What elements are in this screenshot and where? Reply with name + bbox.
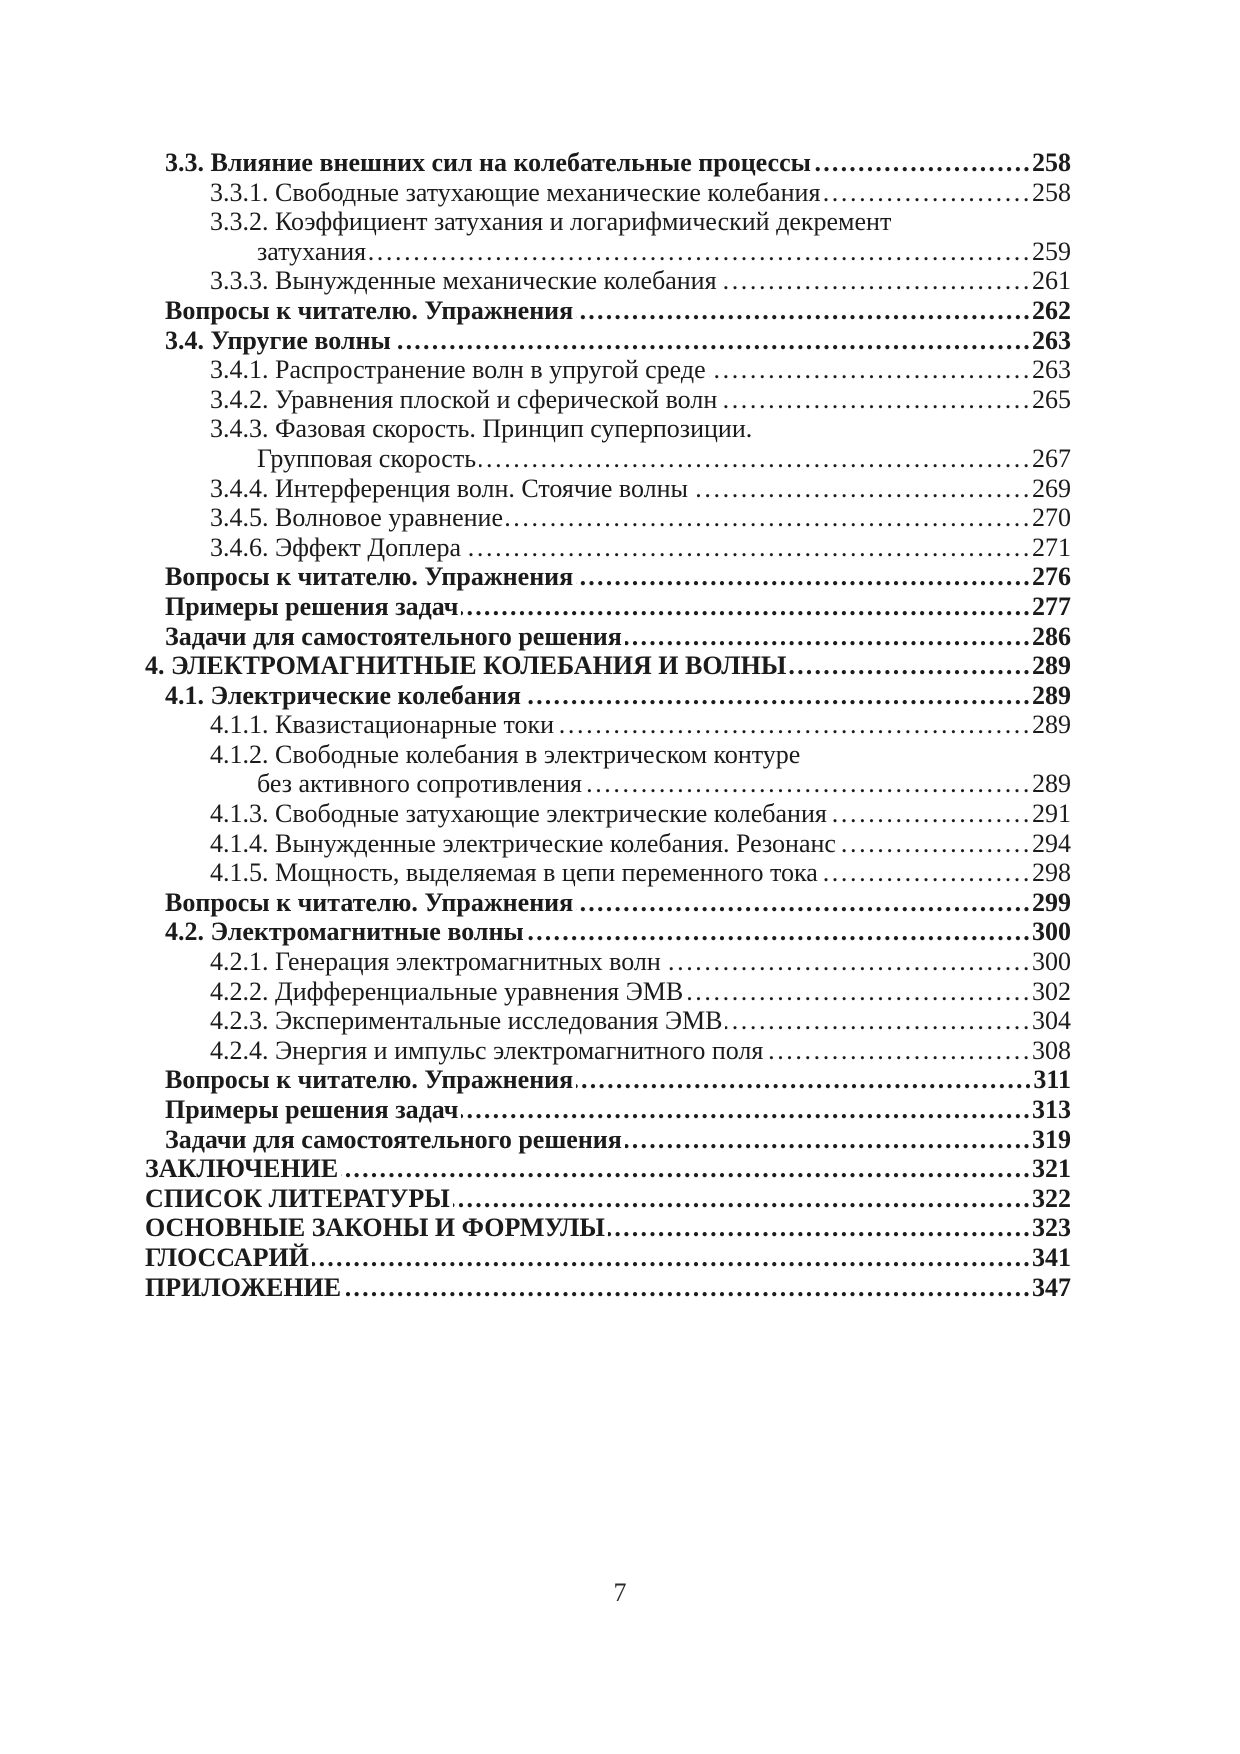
toc-entry-title: 4. ЭЛЕКТРОМАГНИТНЫЕ КОЛЕБАНИЯ И ВОЛНЫ: [145, 651, 787, 681]
toc-entry: [145, 1154, 1071, 1184]
toc-entry-title: 3.3.2. Коэффициент затухания и логарифмический декремент: [210, 207, 892, 237]
dot-leader: [453, 1184, 1032, 1214]
toc-entry: [145, 503, 1071, 533]
toc-entry-title: 3.4.4. Интерференция волн. Стоячие волны: [210, 473, 688, 503]
toc-entry: [145, 710, 1071, 740]
dot-leader: [312, 1243, 1032, 1273]
dot-leader: [686, 977, 1032, 1007]
toc-entry-page-number: 300: [1032, 917, 1071, 947]
toc-entry-title: Вопросы к читателю. Упражнения: [165, 295, 574, 325]
toc-entry-title: 4.2.2. Дифференциальные уравнения ЭМВ: [210, 976, 684, 1006]
dot-leader: [524, 681, 1032, 711]
dot-leader: [625, 1125, 1032, 1155]
toc-entry-title: 3.3. Влияние внешних сил на колебательные процессы: [165, 148, 811, 177]
toc-entry-page-number: 289: [1032, 769, 1071, 799]
toc-entry-page-number: 267: [1032, 443, 1071, 473]
dot-leader: [341, 1154, 1032, 1184]
toc-entry-page-number: 313: [1032, 1095, 1071, 1124]
toc-entry-page-number: 321: [1032, 1154, 1071, 1184]
toc-entry: [145, 1125, 1071, 1155]
dot-leader: [461, 1095, 1032, 1125]
toc-entry-title: Задачи для самостоятельного решения: [165, 1124, 622, 1154]
toc-entry-title: 3.4.3. Фазовая скорость. Принцип суперпозиции.: [210, 414, 753, 444]
dot-leader: [394, 326, 1032, 356]
toc-entry-page-number: 262: [1032, 295, 1071, 325]
toc-entry-title: Примеры решения задач: [165, 591, 459, 621]
toc-entry: [145, 237, 1071, 267]
dot-leader: [789, 651, 1032, 681]
table-of-contents: [145, 148, 1071, 1302]
dot-leader: [823, 178, 1032, 208]
toc-entry-title: Вопросы к читателю. Упражнения: [165, 887, 574, 917]
toc-entry: [145, 1036, 1071, 1066]
dot-leader: [576, 1065, 1033, 1095]
toc-entry-page-number: 263: [1032, 325, 1071, 355]
toc-entry-title: ЗАКЛЮЧЕНИЕ: [145, 1154, 339, 1184]
dot-leader: [709, 355, 1032, 385]
toc-entry-title: Задачи для самостоятельного решения: [165, 621, 622, 651]
toc-entry: [145, 414, 1071, 444]
toc-entry-page-number: 289: [1032, 651, 1071, 681]
dot-leader: [464, 533, 1032, 563]
toc-entry: [145, 444, 1071, 474]
dot-leader: [344, 1273, 1032, 1303]
toc-entry-title: 4.1.4. Вынужденные электрические колебания. Резонанс: [210, 828, 836, 858]
toc-entry-page-number: 322: [1032, 1183, 1071, 1213]
toc-entry: [145, 829, 1071, 859]
toc-entry: [145, 1243, 1071, 1273]
dot-leader: [830, 799, 1032, 829]
toc-entry-page-number: 277: [1032, 591, 1071, 621]
toc-entry-title: 4.1.2. Свободные колебания в электрическом контуре: [210, 739, 801, 769]
dot-leader: [625, 622, 1032, 652]
toc-entry-title: 4.2.4. Энергия и импульс электромагнитного поля: [210, 1035, 764, 1065]
toc-entry: [145, 799, 1071, 829]
toc-entry: [145, 592, 1071, 622]
toc-entry-title: 3.4.5. Волновое уравнение: [210, 503, 503, 533]
toc-entry-title: 4.2.1. Генерация электромагнитных волн: [210, 947, 661, 977]
toc-entry-page-number: 294: [1032, 828, 1071, 858]
footer-page-number: 7: [613, 1578, 627, 1607]
dot-leader: [821, 858, 1032, 888]
toc-entry-page-number: 258: [1032, 148, 1071, 177]
toc-entry: [145, 1006, 1071, 1036]
toc-entry-title: 4.2. Электромагнитные волны: [165, 917, 524, 947]
toc-entry: [145, 858, 1071, 888]
toc-entry: [145, 622, 1071, 652]
toc-entry-title: ГЛОССАРИЙ: [145, 1242, 309, 1272]
toc-entry: [145, 651, 1071, 681]
dot-leader: [506, 503, 1032, 533]
toc-entry-title: 4.1.1. Квазистационарные токи: [210, 710, 555, 740]
toc-entry-page-number: 323: [1032, 1213, 1071, 1243]
toc-entry-title: 3.4.2. Уравнения плоской и сферической волн: [210, 384, 718, 414]
toc-entry-page-number: 289: [1032, 710, 1071, 740]
toc-entry: [145, 385, 1071, 415]
dot-leader: [585, 769, 1032, 799]
toc-entry-title: 3.3.3. Вынужденные механические колебания: [210, 266, 717, 296]
toc-entry-page-number: 265: [1032, 384, 1071, 414]
toc-entry-page-number: 302: [1032, 976, 1071, 1006]
toc-entry: [145, 266, 1071, 296]
toc-entry-page-number: 298: [1032, 858, 1071, 888]
toc-entry: [145, 1213, 1071, 1243]
dot-leader: [461, 592, 1032, 622]
toc-entry-title: СПИСОК ЛИТЕРАТУРЫ: [145, 1183, 450, 1213]
toc-entry: [145, 1095, 1071, 1125]
toc-entry: [145, 947, 1071, 977]
dot-leader: [725, 1006, 1032, 1036]
dot-leader: [369, 237, 1032, 267]
toc-entry: [145, 888, 1071, 918]
dot-leader: [814, 148, 1032, 178]
toc-entry-title: ОСНОВНЫЕ ЗАКОНЫ И ФОРМУЛЫ: [145, 1213, 605, 1243]
toc-entry-title: 4.1.3. Свободные затухающие электрические колебания: [210, 799, 827, 829]
toc-entry-page-number: 276: [1032, 562, 1071, 592]
dot-leader: [479, 444, 1032, 474]
toc-entry: [145, 533, 1071, 563]
toc-entry-title: Вопросы к читателю. Упражнения: [165, 1065, 574, 1095]
toc-entry-title: 4.1. Электрические колебания: [165, 680, 521, 710]
toc-entry-page-number: 269: [1032, 473, 1071, 503]
toc-entry: [145, 681, 1071, 711]
toc-entry: [145, 740, 1071, 770]
toc-entry-page-number: 258: [1032, 177, 1071, 207]
toc-entry-page-number: 286: [1032, 621, 1071, 651]
toc-entry-title: Вопросы к читателю. Упражнения: [165, 562, 574, 592]
toc-entry-page-number: 261: [1032, 266, 1071, 296]
toc-entry: [145, 1273, 1071, 1303]
dot-leader: [720, 266, 1032, 296]
toc-entry-title: Примеры решения задач: [165, 1095, 459, 1124]
dot-leader: [557, 710, 1032, 740]
dot-leader: [608, 1213, 1032, 1243]
toc-entry: [145, 769, 1071, 799]
toc-entry-title: Групповая скорость: [257, 443, 477, 473]
toc-entry-page-number: 341: [1032, 1242, 1071, 1272]
toc-entry: [145, 977, 1071, 1007]
toc-entry-title: 4.2.3. Экспериментальные исследования ЭМВ: [210, 1006, 723, 1036]
toc-entry: [145, 148, 1071, 178]
toc-entry-page-number: 299: [1032, 887, 1071, 917]
dot-leader: [527, 917, 1032, 947]
toc-entry-page-number: 304: [1032, 1006, 1071, 1036]
toc-entry-page-number: 319: [1032, 1124, 1071, 1154]
dot-leader: [720, 385, 1032, 415]
toc-entry-title: 3.4.1. Распространение волн в упругой среде: [210, 355, 706, 385]
toc-entry-page-number: 347: [1032, 1272, 1071, 1302]
dot-leader: [576, 562, 1032, 592]
toc-entry-page-number: 289: [1032, 680, 1071, 710]
dot-leader: [664, 947, 1032, 977]
toc-entry-title: без активного сопротивления: [257, 769, 582, 799]
toc-entry: [145, 326, 1071, 356]
toc-entry-page-number: 291: [1032, 799, 1071, 829]
toc-entry-page-number: 300: [1032, 947, 1071, 977]
toc-entry-title: 3.4. Упругие волны: [165, 325, 391, 355]
toc-entry: [145, 1184, 1071, 1214]
toc-entry-title: 4.1.5. Мощность, выделяемая в цепи переменного тока: [210, 858, 818, 888]
toc-entry-title: ПРИЛОЖЕНИЕ: [145, 1272, 342, 1302]
toc-entry: [145, 474, 1071, 504]
toc-entry-page-number: 270: [1032, 503, 1071, 533]
toc-entry-page-number: 271: [1032, 532, 1071, 562]
dot-leader: [691, 474, 1032, 504]
toc-entry: [145, 917, 1071, 947]
toc-entry: [145, 207, 1071, 237]
dot-leader: [576, 888, 1032, 918]
toc-entry-title: затухания: [257, 236, 367, 266]
toc-entry: [145, 355, 1071, 385]
toc-entry-title: 3.4.6. Эффект Доплера: [210, 532, 462, 562]
toc-entry-page-number: 263: [1032, 355, 1071, 385]
dot-leader: [576, 296, 1032, 326]
toc-entry-page-number: 311: [1033, 1065, 1071, 1095]
dot-leader: [766, 1036, 1032, 1066]
toc-entry-page-number: 259: [1032, 236, 1071, 266]
toc-entry-page-number: 308: [1032, 1035, 1071, 1065]
toc-entry: [145, 1065, 1071, 1095]
toc-entry: [145, 296, 1071, 326]
dot-leader: [839, 829, 1032, 859]
toc-entry: [145, 178, 1071, 208]
toc-entry-title: 3.3.1. Свободные затухающие механические колебания: [210, 177, 821, 207]
toc-entry: [145, 562, 1071, 592]
